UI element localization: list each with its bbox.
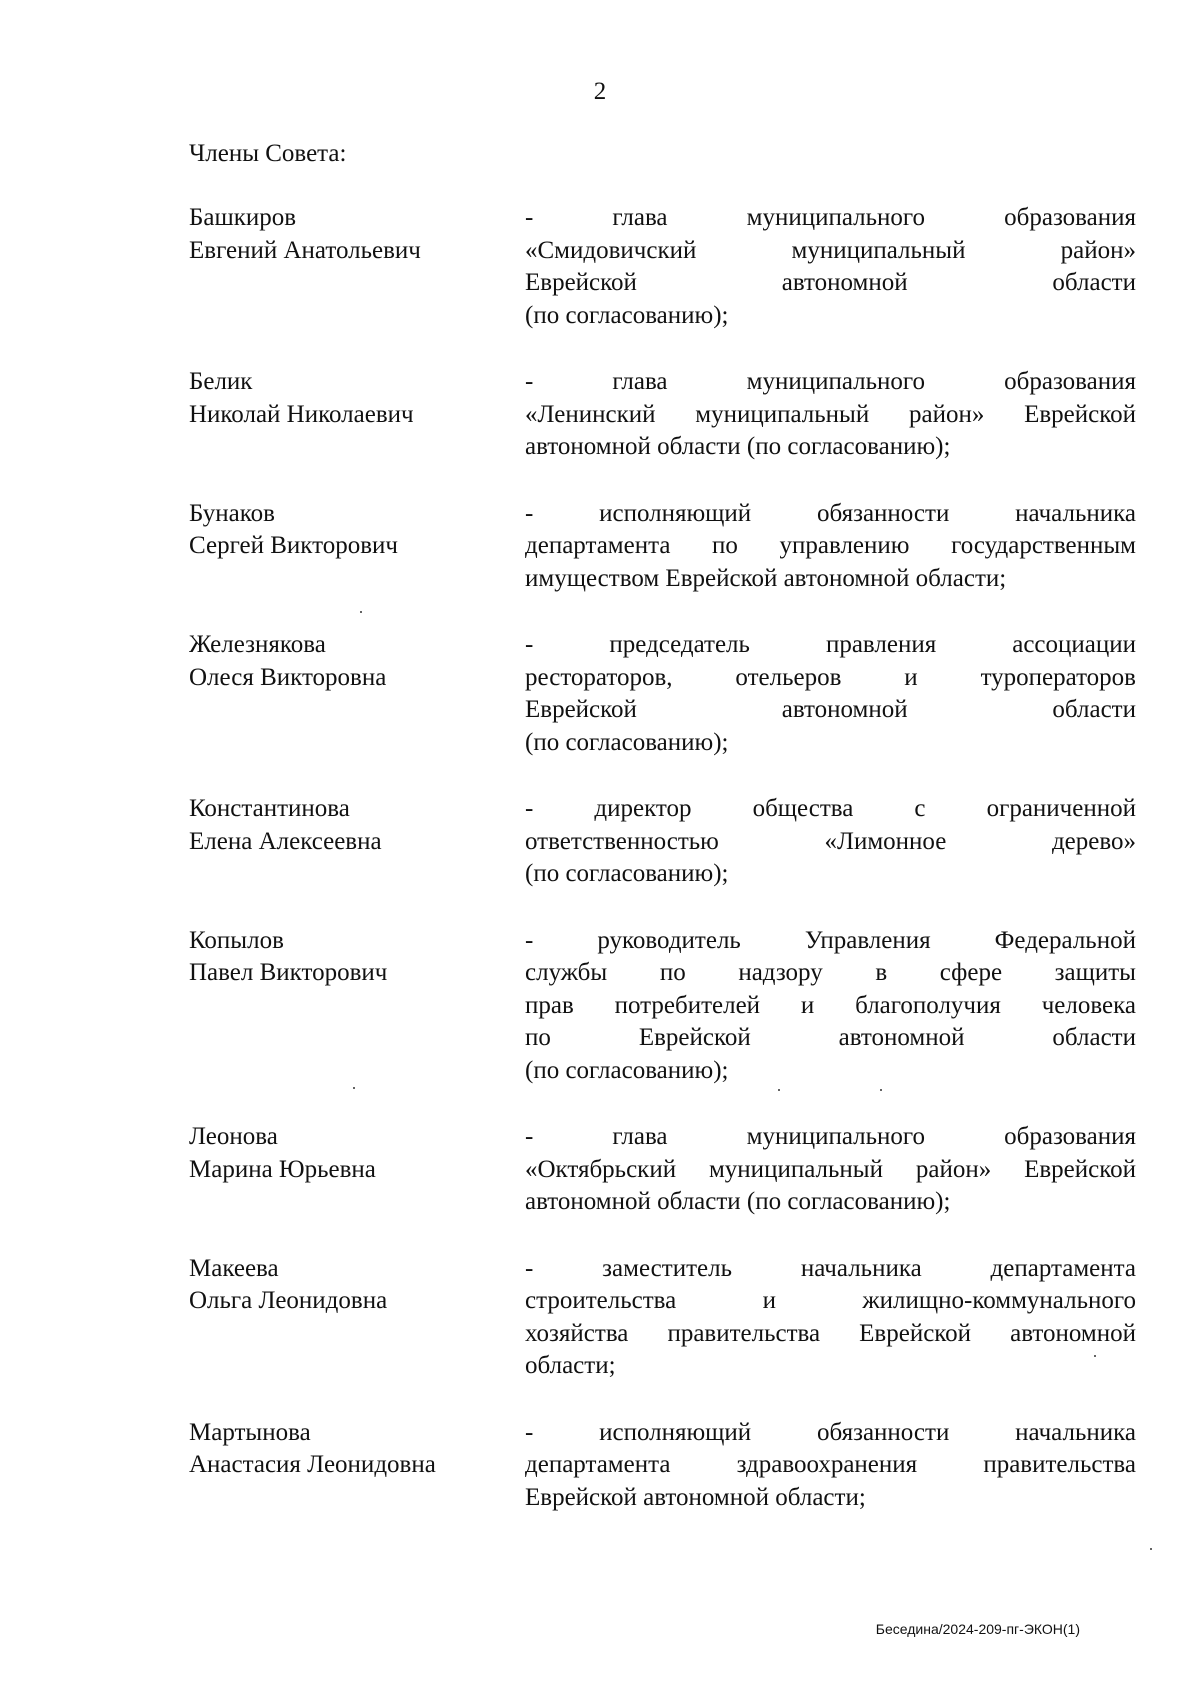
scan-speck <box>1150 1548 1152 1550</box>
role-line: строительства и жилищно-коммунального <box>525 1287 1136 1314</box>
role-line: - глава муниципального образования <box>525 204 1136 231</box>
member-entry <box>189 366 1136 464</box>
role-line: области; <box>525 1352 616 1379</box>
role-line: прав потребителей и благополучия человека <box>525 991 1136 1019</box>
member-given-names: Олеся Викторовна <box>189 663 387 691</box>
member-surname: Макеева <box>189 1254 279 1282</box>
role-line: (по согласованию); <box>525 728 729 756</box>
page-number: 2 <box>593 78 607 105</box>
member-surname: Башкиров <box>189 204 297 231</box>
document-code: Беседина/2024-209-пг-ЭКОН(1) <box>875 1621 1080 1637</box>
role-line: имуществом Еврейской автономной области; <box>525 564 1007 592</box>
role-line: по Еврейской автономной области <box>525 1024 1136 1051</box>
role-line: «Октябрьский муниципальный район» Еврейской <box>525 1155 1136 1183</box>
role-line: автономной области (по согласованию); <box>525 433 951 460</box>
member-role <box>525 793 1136 891</box>
role-line: автономной области (по согласованию); <box>525 1188 951 1215</box>
role-line: - директор общества с ограниченной <box>525 795 1136 822</box>
role-line: ответственностью «Лимонное дерево» <box>525 827 1136 855</box>
member-given-names: Евгений Анатольевич <box>189 236 421 264</box>
member-entry <box>189 629 1136 759</box>
member-role <box>525 202 1136 332</box>
member-surname: Белик <box>189 368 253 395</box>
role-line: (по согласованию); <box>525 1056 729 1084</box>
scan-speck <box>360 611 362 613</box>
role-line: (по согласованию); <box>525 860 729 887</box>
member-given-names: Николай Николаевич <box>189 400 414 428</box>
member-role <box>525 498 1136 596</box>
section-title: Члены Совета: <box>189 140 347 167</box>
member-entry <box>189 498 1136 596</box>
member-role <box>525 1253 1136 1383</box>
role-line: «Смидовичский муниципальный район» <box>525 236 1136 264</box>
role-line: - исполняющий обязанности начальника <box>525 1418 1136 1446</box>
members-list <box>189 202 1136 1548</box>
member-name <box>189 793 525 891</box>
member-surname: Копылов <box>189 926 284 954</box>
member-surname: Леонова <box>189 1123 278 1150</box>
member-role <box>525 366 1136 464</box>
member-role <box>525 629 1136 759</box>
member-entry <box>189 925 1136 1088</box>
role-line: Еврейской автономной области <box>525 696 1136 723</box>
member-surname: Мартынова <box>189 1418 311 1446</box>
member-surname: Константинова <box>189 795 350 822</box>
member-role <box>525 1121 1136 1219</box>
role-line: хозяйства правительства Еврейской автономной <box>525 1319 1136 1347</box>
member-given-names: Сергей Викторович <box>189 532 398 559</box>
scan-speck <box>1094 1355 1096 1357</box>
member-given-names: Ольга Леонидовна <box>189 1287 388 1314</box>
member-given-names: Анастасия Леонидовна <box>189 1451 436 1478</box>
role-line: департамента по управлению государственным <box>525 532 1136 559</box>
scan-speck <box>778 1089 780 1091</box>
member-name <box>189 925 525 1088</box>
role-line: (по согласованию); <box>525 301 729 329</box>
role-line: - исполняющий обязанности начальника <box>525 499 1136 527</box>
member-role <box>525 925 1136 1088</box>
member-surname: Железнякова <box>189 631 326 658</box>
member-name <box>189 366 525 464</box>
member-entry <box>189 793 1136 891</box>
member-entry <box>189 1121 1136 1219</box>
role-line: департамента здравоохранения правительства <box>525 1451 1136 1478</box>
member-name <box>189 629 525 759</box>
scan-speck <box>880 1089 882 1091</box>
member-name <box>189 498 525 596</box>
role-line: службы по надзору в сфере защиты <box>525 959 1136 986</box>
member-name <box>189 1417 525 1515</box>
role-line: - глава муниципального образования <box>525 1123 1136 1150</box>
role-line: - глава муниципального образования <box>525 368 1136 395</box>
role-line: рестораторов, отельеров и туроператоров <box>525 663 1136 691</box>
member-given-names: Павел Викторович <box>189 959 388 986</box>
member-given-names: Марина Юрьевна <box>189 1155 376 1183</box>
member-name <box>189 1253 525 1383</box>
member-surname: Бунаков <box>189 499 275 527</box>
role-line: - заместитель начальника департамента <box>525 1254 1136 1282</box>
member-given-names: Елена Алексеевна <box>189 827 382 855</box>
role-line: «Ленинский муниципальный район» Еврейской <box>525 400 1136 428</box>
scan-speck <box>353 1087 355 1089</box>
member-name <box>189 202 525 332</box>
member-role <box>525 1417 1136 1515</box>
member-entry <box>189 1253 1136 1383</box>
role-line: - председатель правления ассоциации <box>525 631 1136 658</box>
member-entry <box>189 202 1136 332</box>
member-entry <box>189 1417 1136 1515</box>
member-name <box>189 1121 525 1219</box>
role-line: - руководитель Управления Федеральной <box>525 926 1136 954</box>
role-line: Еврейской автономной области; <box>525 1483 866 1511</box>
role-line: Еврейской автономной области <box>525 269 1136 296</box>
